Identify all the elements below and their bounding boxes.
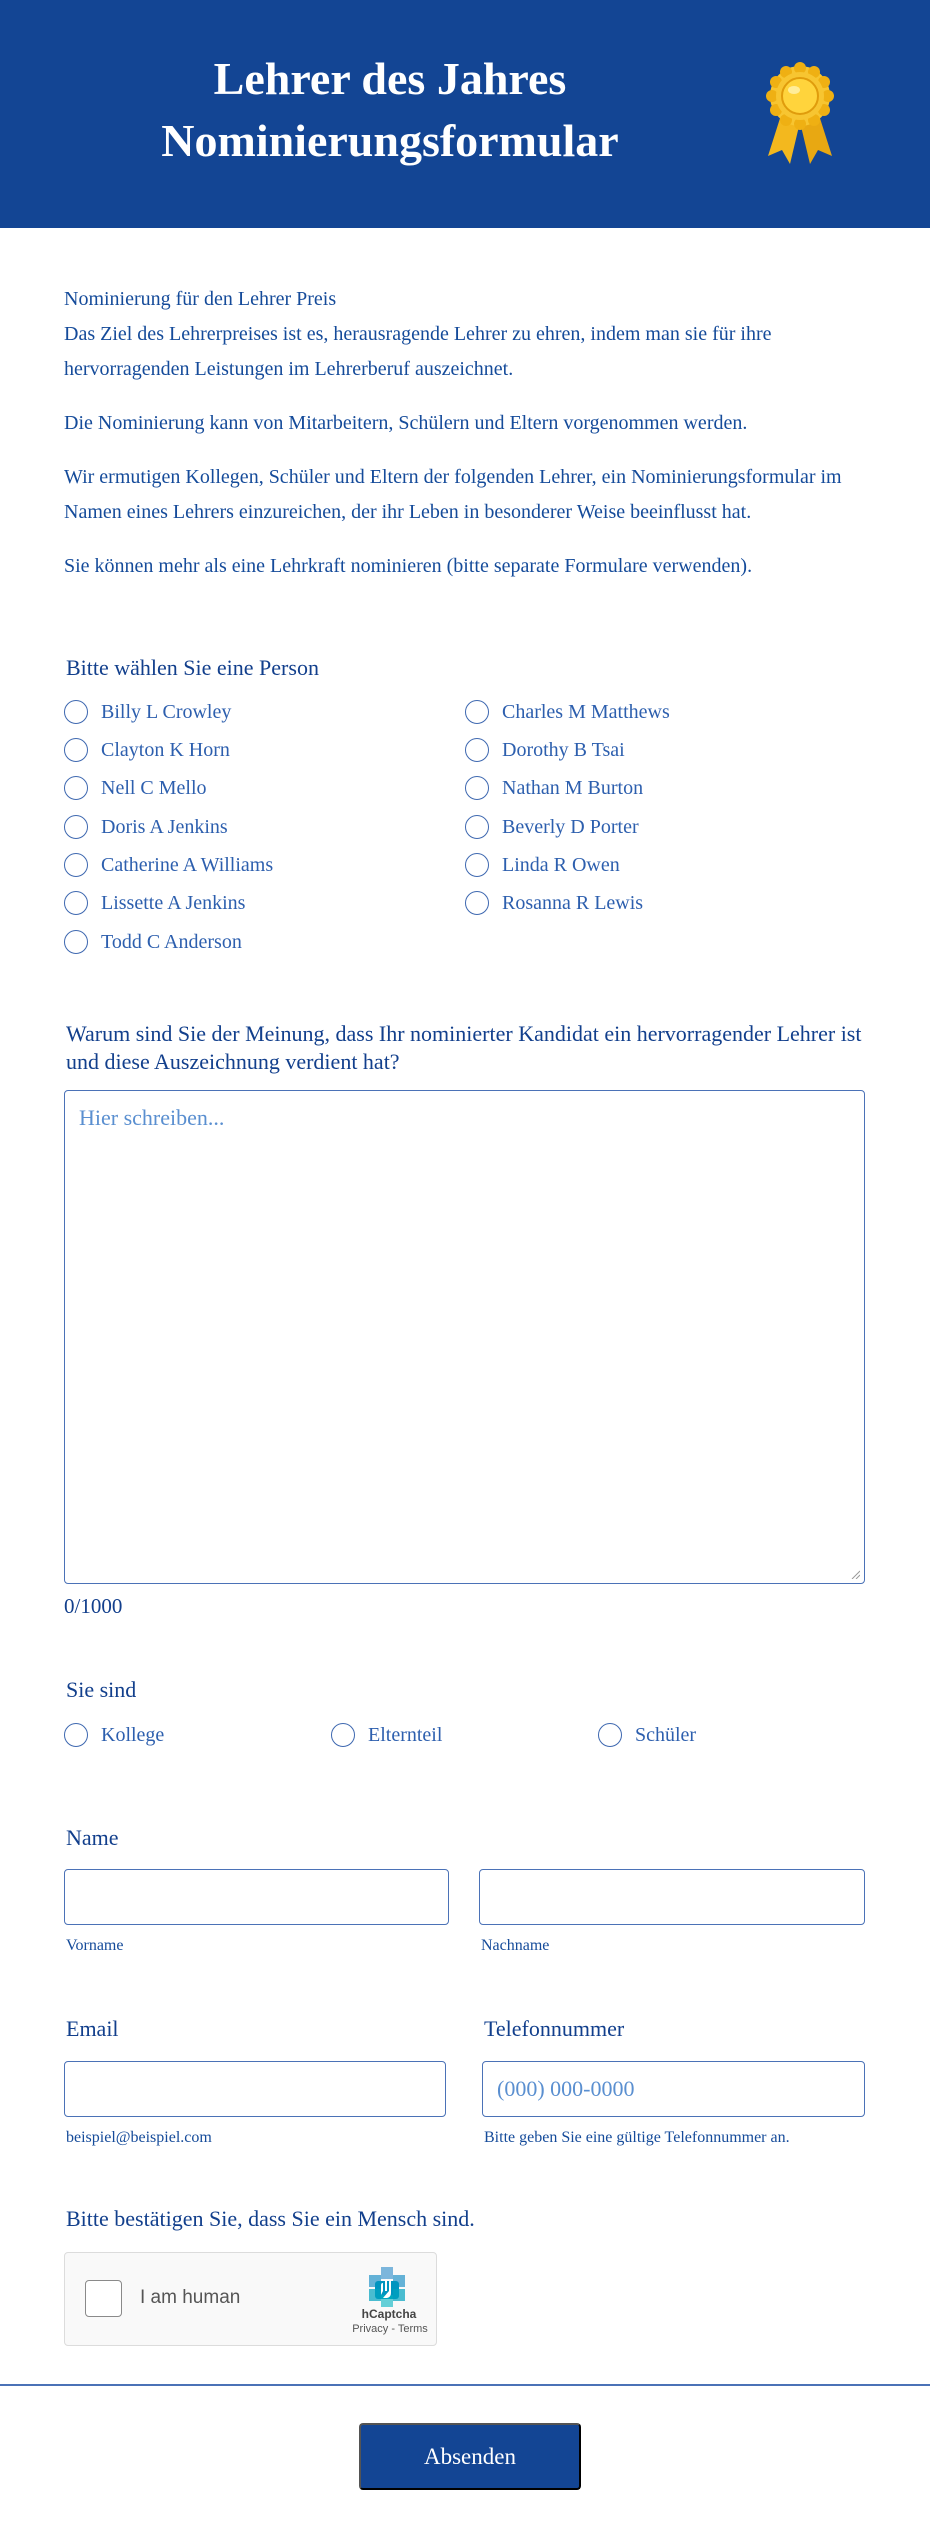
email-sublabel: beispiel@beispiel.com — [66, 2129, 212, 2146]
person-question-label: Bitte wählen Sie eine Person — [66, 655, 319, 680]
radio-person-11[interactable] — [465, 891, 643, 915]
radio-label: Nathan M Burton — [502, 776, 644, 799]
radio-label: Charles M Matthews — [502, 700, 670, 723]
hcaptcha-logo-icon — [367, 2267, 407, 2307]
radio-person-10[interactable] — [64, 891, 245, 915]
intro-paragraph-4: Sie können mehr als eine Lehrkraft nominieren (bitte separate Formulare verwenden). — [64, 555, 753, 577]
name-label: Name — [66, 1825, 119, 1850]
role-question-label: Sie sind — [66, 1677, 137, 1702]
radio-person-12[interactable] — [64, 930, 242, 954]
radio-person-2[interactable] — [64, 738, 230, 762]
radio-circle[interactable] — [64, 853, 88, 877]
radio-circle[interactable] — [64, 700, 88, 724]
radio-circle[interactable] — [598, 1723, 622, 1747]
intro-goal: Das Ziel des Lehrerpreises ist es, herausragende Lehrer zu ehren, indem man sie für ihre hervorragenden Leistungen im Lehrerberuf auszeichnet. — [64, 323, 772, 380]
radio-role-kollege[interactable] — [64, 1723, 164, 1747]
form-title-line2: Nominierungsformular — [161, 115, 619, 166]
hcaptcha-widget — [64, 2252, 437, 2346]
form-title — [60, 48, 720, 172]
radio-label: Rosanna R Lewis — [502, 891, 644, 914]
radio-label: Catherine A Williams — [101, 853, 274, 876]
first-name-input[interactable] — [64, 1869, 449, 1925]
radio-circle[interactable] — [465, 815, 489, 839]
last-name-sublabel: Nachname — [481, 1937, 550, 1954]
phone-placeholder: (000) 000-0000 — [497, 2076, 635, 2101]
radio-label: Beverly D Porter — [502, 815, 639, 838]
radio-person-7[interactable] — [465, 815, 639, 839]
email-input[interactable] — [64, 2061, 446, 2117]
last-name-input[interactable] — [479, 1869, 865, 1925]
footer-divider — [0, 2384, 930, 2386]
intro-paragraph-3: Wir ermutigen Kollegen, Schüler und Eltern der folgenden Lehrer, ein Nominierungsformular im Namen eines Lehrers einzureichen, der ihr Leben in besonderer Weise beeinflusst hat. — [64, 466, 842, 523]
radio-person-1[interactable] — [465, 700, 670, 724]
captcha-privacy-terms-links[interactable]: Privacy - Terms — [352, 2323, 428, 2335]
phone-sublabel: Bitte geben Sie eine gültige Telefonnummer an. — [484, 2129, 790, 2146]
radio-person-0[interactable] — [64, 700, 231, 724]
radio-label: Linda R Owen — [502, 853, 620, 876]
radio-circle[interactable] — [331, 1723, 355, 1747]
captcha-checkbox-label: I am human — [140, 2287, 241, 2308]
email-label: Email — [66, 2016, 119, 2041]
character-counter: 0/1000 — [64, 1594, 123, 1618]
captcha-brand: hCaptcha — [361, 2307, 417, 2321]
radio-person-4[interactable] — [64, 776, 207, 800]
radio-circle[interactable] — [465, 738, 489, 762]
radio-label: Doris A Jenkins — [101, 815, 228, 838]
intro-paragraph-2: Die Nominierung kann von Mitarbeitern, Schülern und Eltern vorgenommen werden. — [64, 412, 748, 434]
radio-label: Elternteil — [368, 1723, 443, 1746]
form-header — [0, 0, 930, 228]
intro-paragraph-1 — [64, 282, 864, 387]
phone-label: Telefonnummer — [484, 2016, 625, 2041]
radio-circle[interactable] — [465, 776, 489, 800]
radio-circle[interactable] — [64, 891, 88, 915]
intro-heading: Nominierung für den Lehrer Preis — [64, 288, 337, 310]
phone-input[interactable] — [482, 2061, 865, 2117]
radio-label: Lissette A Jenkins — [101, 891, 246, 914]
award-medal-icon — [760, 60, 840, 164]
radio-circle[interactable] — [64, 1723, 88, 1747]
captcha-checkbox[interactable] — [85, 2280, 122, 2317]
radio-circle[interactable] — [64, 776, 88, 800]
radio-circle[interactable] — [465, 853, 489, 877]
radio-label: Kollege — [101, 1723, 165, 1746]
resize-grip-icon[interactable] — [850, 1569, 860, 1579]
radio-circle[interactable] — [64, 815, 88, 839]
reason-question-label: Warum sind Sie der Meinung, dass Ihr nominierter Kandidat ein hervorragender Lehrer ist und diese Auszeichnung verdient hat? — [66, 1021, 862, 1074]
radio-person-8[interactable] — [64, 853, 273, 877]
reason-textarea[interactable] — [64, 1090, 865, 1584]
radio-label: Nell C Mello — [101, 776, 207, 799]
radio-circle[interactable] — [64, 738, 88, 762]
radio-label: Schüler — [635, 1723, 697, 1746]
radio-circle[interactable] — [465, 891, 489, 915]
submit-button[interactable]: Absenden — [359, 2423, 581, 2490]
radio-label: Clayton K Horn — [101, 738, 230, 761]
intro-text — [64, 282, 864, 603]
radio-person-6[interactable] — [64, 815, 228, 839]
first-name-sublabel: Vorname — [66, 1937, 124, 1954]
radio-circle[interactable] — [465, 700, 489, 724]
form-title-line1: Lehrer des Jahres — [213, 53, 567, 104]
radio-label: Dorothy B Tsai — [502, 738, 625, 761]
radio-role-schueler[interactable] — [598, 1723, 696, 1747]
radio-label: Billy L Crowley — [101, 700, 232, 723]
reason-placeholder: Hier schreiben... — [79, 1105, 225, 1130]
radio-label: Todd C Anderson — [101, 930, 242, 953]
radio-circle[interactable] — [64, 930, 88, 954]
radio-person-3[interactable] — [465, 738, 625, 762]
radio-person-9[interactable] — [465, 853, 620, 877]
radio-person-5[interactable] — [465, 776, 643, 800]
captcha-label: Bitte bestätigen Sie, dass Sie ein Mensch sind. — [66, 2206, 475, 2231]
radio-role-elternteil[interactable] — [331, 1723, 442, 1747]
